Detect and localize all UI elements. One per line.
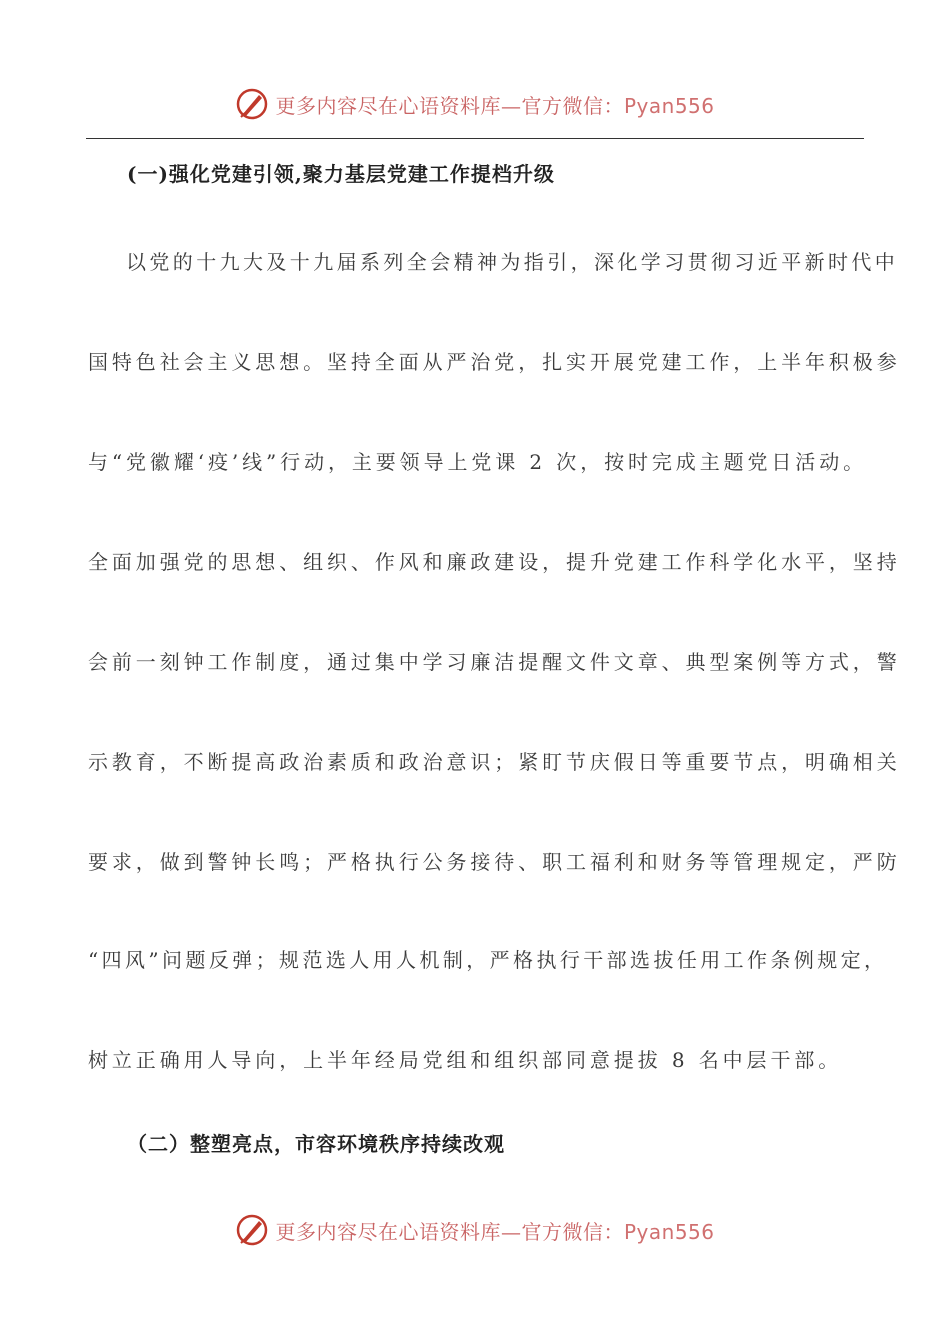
paragraph-line: 以党的十九大及十九届系列全会精神为指引，深化学习贯彻习近平新时代中 [126,250,899,274]
footer-banner-content [235,1213,714,1247]
paragraph-line: 与“党徽耀‘疫’线”行动，主要领导上党课 2 次，按时完成主题党日活动。 [88,450,868,474]
paragraph-line: 要求，做到警钟长鸣；严格执行公务接待、职工福利和财务等管理规定，严防 [88,850,901,874]
paragraph-line: 国特色社会主义思想。坚持全面从严治党，扎实开展党建工作，上半年积极参 [88,350,901,374]
banner-text: 更多内容尽在心语资料库—官方微信：Pyan556 [275,1219,715,1244]
wechat-id: Pyan556 [623,1219,715,1244]
section-heading-1: (一)强化党建引领,聚力基层党建工作提档升级 [127,162,555,186]
paragraph-line: “四风”问题反弹；规范选人用人机制，严格执行干部选拔任用工作条例规定， [88,948,888,972]
wechat-id: Pyan556 [623,93,715,118]
paragraph-line: 树立正确用人导向，上半年经局党组和组织部同意提拔 8 名中层干部。 [88,1048,843,1072]
banner-text: 更多内容尽在心语资料库—官方微信：Pyan556 [275,93,715,118]
paragraph-line: 全面加强党的思想、组织、作风和廉政建设，提升党建工作科学化水平，坚持 [88,550,901,574]
section-heading-2: （二）整塑亮点，市容环境秩序持续改观 [127,1132,505,1156]
paragraph-line: 会前一刻钟工作制度，通过集中学习廉洁提醒文件文章、典型案例等方式，警 [88,650,901,674]
footer-banner [0,1208,950,1252]
header-banner-content [235,87,714,121]
header-banner [0,82,950,126]
quill-pen-logo-icon [235,87,269,121]
paragraph-line: 示教育，不断提高政治素质和政治意识；紧盯节庆假日等重要节点，明确相关 [88,750,901,774]
quill-pen-logo-icon [235,1213,269,1247]
header-divider [86,138,864,139]
